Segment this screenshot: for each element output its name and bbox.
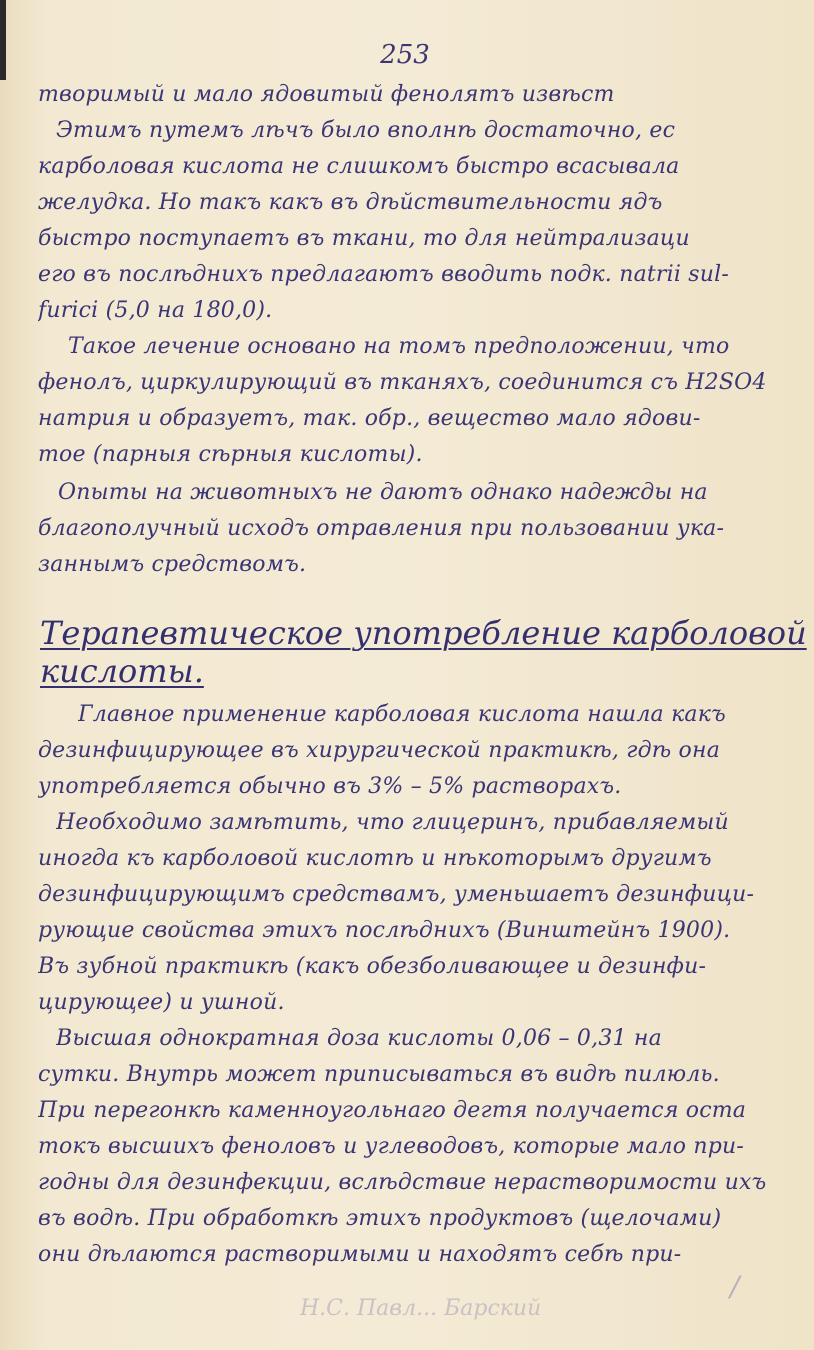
text-line: дезинфицирующее въ хирургической практикѣ, гдѣ она bbox=[38, 738, 721, 763]
text-line: благополучный исходъ отравления при пользовании ука- bbox=[38, 516, 725, 541]
section-heading-line-1: Терапевтическое употребление карболовой bbox=[40, 614, 807, 652]
text-line: дезинфицирующимъ средствамъ, уменьшаетъ дезинфици- bbox=[38, 882, 755, 907]
section-heading-line-2: кислоты. bbox=[40, 652, 204, 690]
text-line: они дѣлаются растворимыми и находятъ себѣ при- bbox=[38, 1242, 682, 1267]
page-number: 253 bbox=[380, 40, 430, 70]
pencil-note: Н.С. Павл... Барский bbox=[300, 1296, 542, 1321]
text-line: натрия и образуетъ, так. обр., вещество мало ядови- bbox=[38, 406, 701, 431]
text-line: Необходимо замѣтить, что глицеринъ, прибавляемый bbox=[56, 810, 729, 835]
text-line: рующие свойства этихъ послѣднихъ (Винштейнъ 1900). bbox=[38, 918, 731, 943]
text-line: иногда къ карболовой кислотѣ и нѣкоторымъ другимъ bbox=[38, 846, 712, 871]
text-line: цирующее) и ушной. bbox=[38, 990, 285, 1015]
text-line: желудка. Но такъ какъ въ дѣйствительности ядъ bbox=[38, 190, 663, 215]
paragraph-5 bbox=[38, 808, 754, 946]
text-line: тое (парныя сѣрныя кислоты). bbox=[38, 442, 423, 467]
text-line: Въ зубной практикѣ (какъ обезболивающее и дезинфи- bbox=[38, 954, 707, 979]
text-line: заннымъ средствомъ. bbox=[38, 552, 307, 577]
text-line: фенолъ, циркулирующий въ тканяхъ, соединится съ H2SO4 bbox=[38, 370, 767, 395]
text-line: Этимъ путемъ лѣчъ было вполнѣ достаточно, ес bbox=[56, 118, 676, 143]
text-line: употребляется обычно въ 3% – 5% растворахъ. bbox=[38, 774, 622, 799]
paragraph-2 bbox=[38, 332, 767, 470]
paragraph-6 bbox=[38, 952, 706, 1018]
text-line: карболовая кислота не слишкомъ быстро всасывала bbox=[38, 154, 680, 179]
text-line: Высшая однократная доза кислоты 0,06 – 0,31 на bbox=[56, 1026, 662, 1051]
binding-edge bbox=[0, 0, 6, 80]
paragraph-3 bbox=[38, 478, 724, 580]
text-line: Такое лечение основано на томъ предположении, что bbox=[68, 334, 730, 359]
text-line: въ водѣ. При обработкѣ этихъ продуктовъ (щелочами) bbox=[38, 1206, 722, 1231]
text-line: Опыты на животныхъ не даютъ однако надежды на bbox=[58, 480, 708, 505]
text-line: токъ высшихъ феноловъ и углеводовъ, которые мало при- bbox=[38, 1134, 745, 1159]
paragraph-1 bbox=[38, 80, 729, 326]
text-line: годны для дезинфекции, вслѣдствие нерастворимости ихъ bbox=[38, 1170, 767, 1195]
text-line: его въ послѣднихъ предлагаютъ вводить подк. natrii sul- bbox=[38, 262, 730, 287]
text-line: быстро поступаетъ въ ткани, то для нейтрализаци bbox=[38, 226, 690, 251]
paragraph-7 bbox=[38, 1024, 766, 1270]
text-line: творимый и мало ядовитый фенолятъ извѣст bbox=[38, 82, 615, 107]
paragraph-4 bbox=[38, 700, 726, 802]
text-line: furici (5,0 на 180,0). bbox=[38, 298, 273, 323]
text-line: Главное применение карболовая кислота нашла какъ bbox=[78, 702, 726, 727]
text-line: сутки. Внутрь может приписываться въ видѣ пилюль. bbox=[38, 1062, 720, 1087]
text-line: При перегонкѣ каменноугольнаго дегтя получается оста bbox=[38, 1098, 747, 1123]
pencil-slash-mark: / bbox=[730, 1270, 740, 1303]
